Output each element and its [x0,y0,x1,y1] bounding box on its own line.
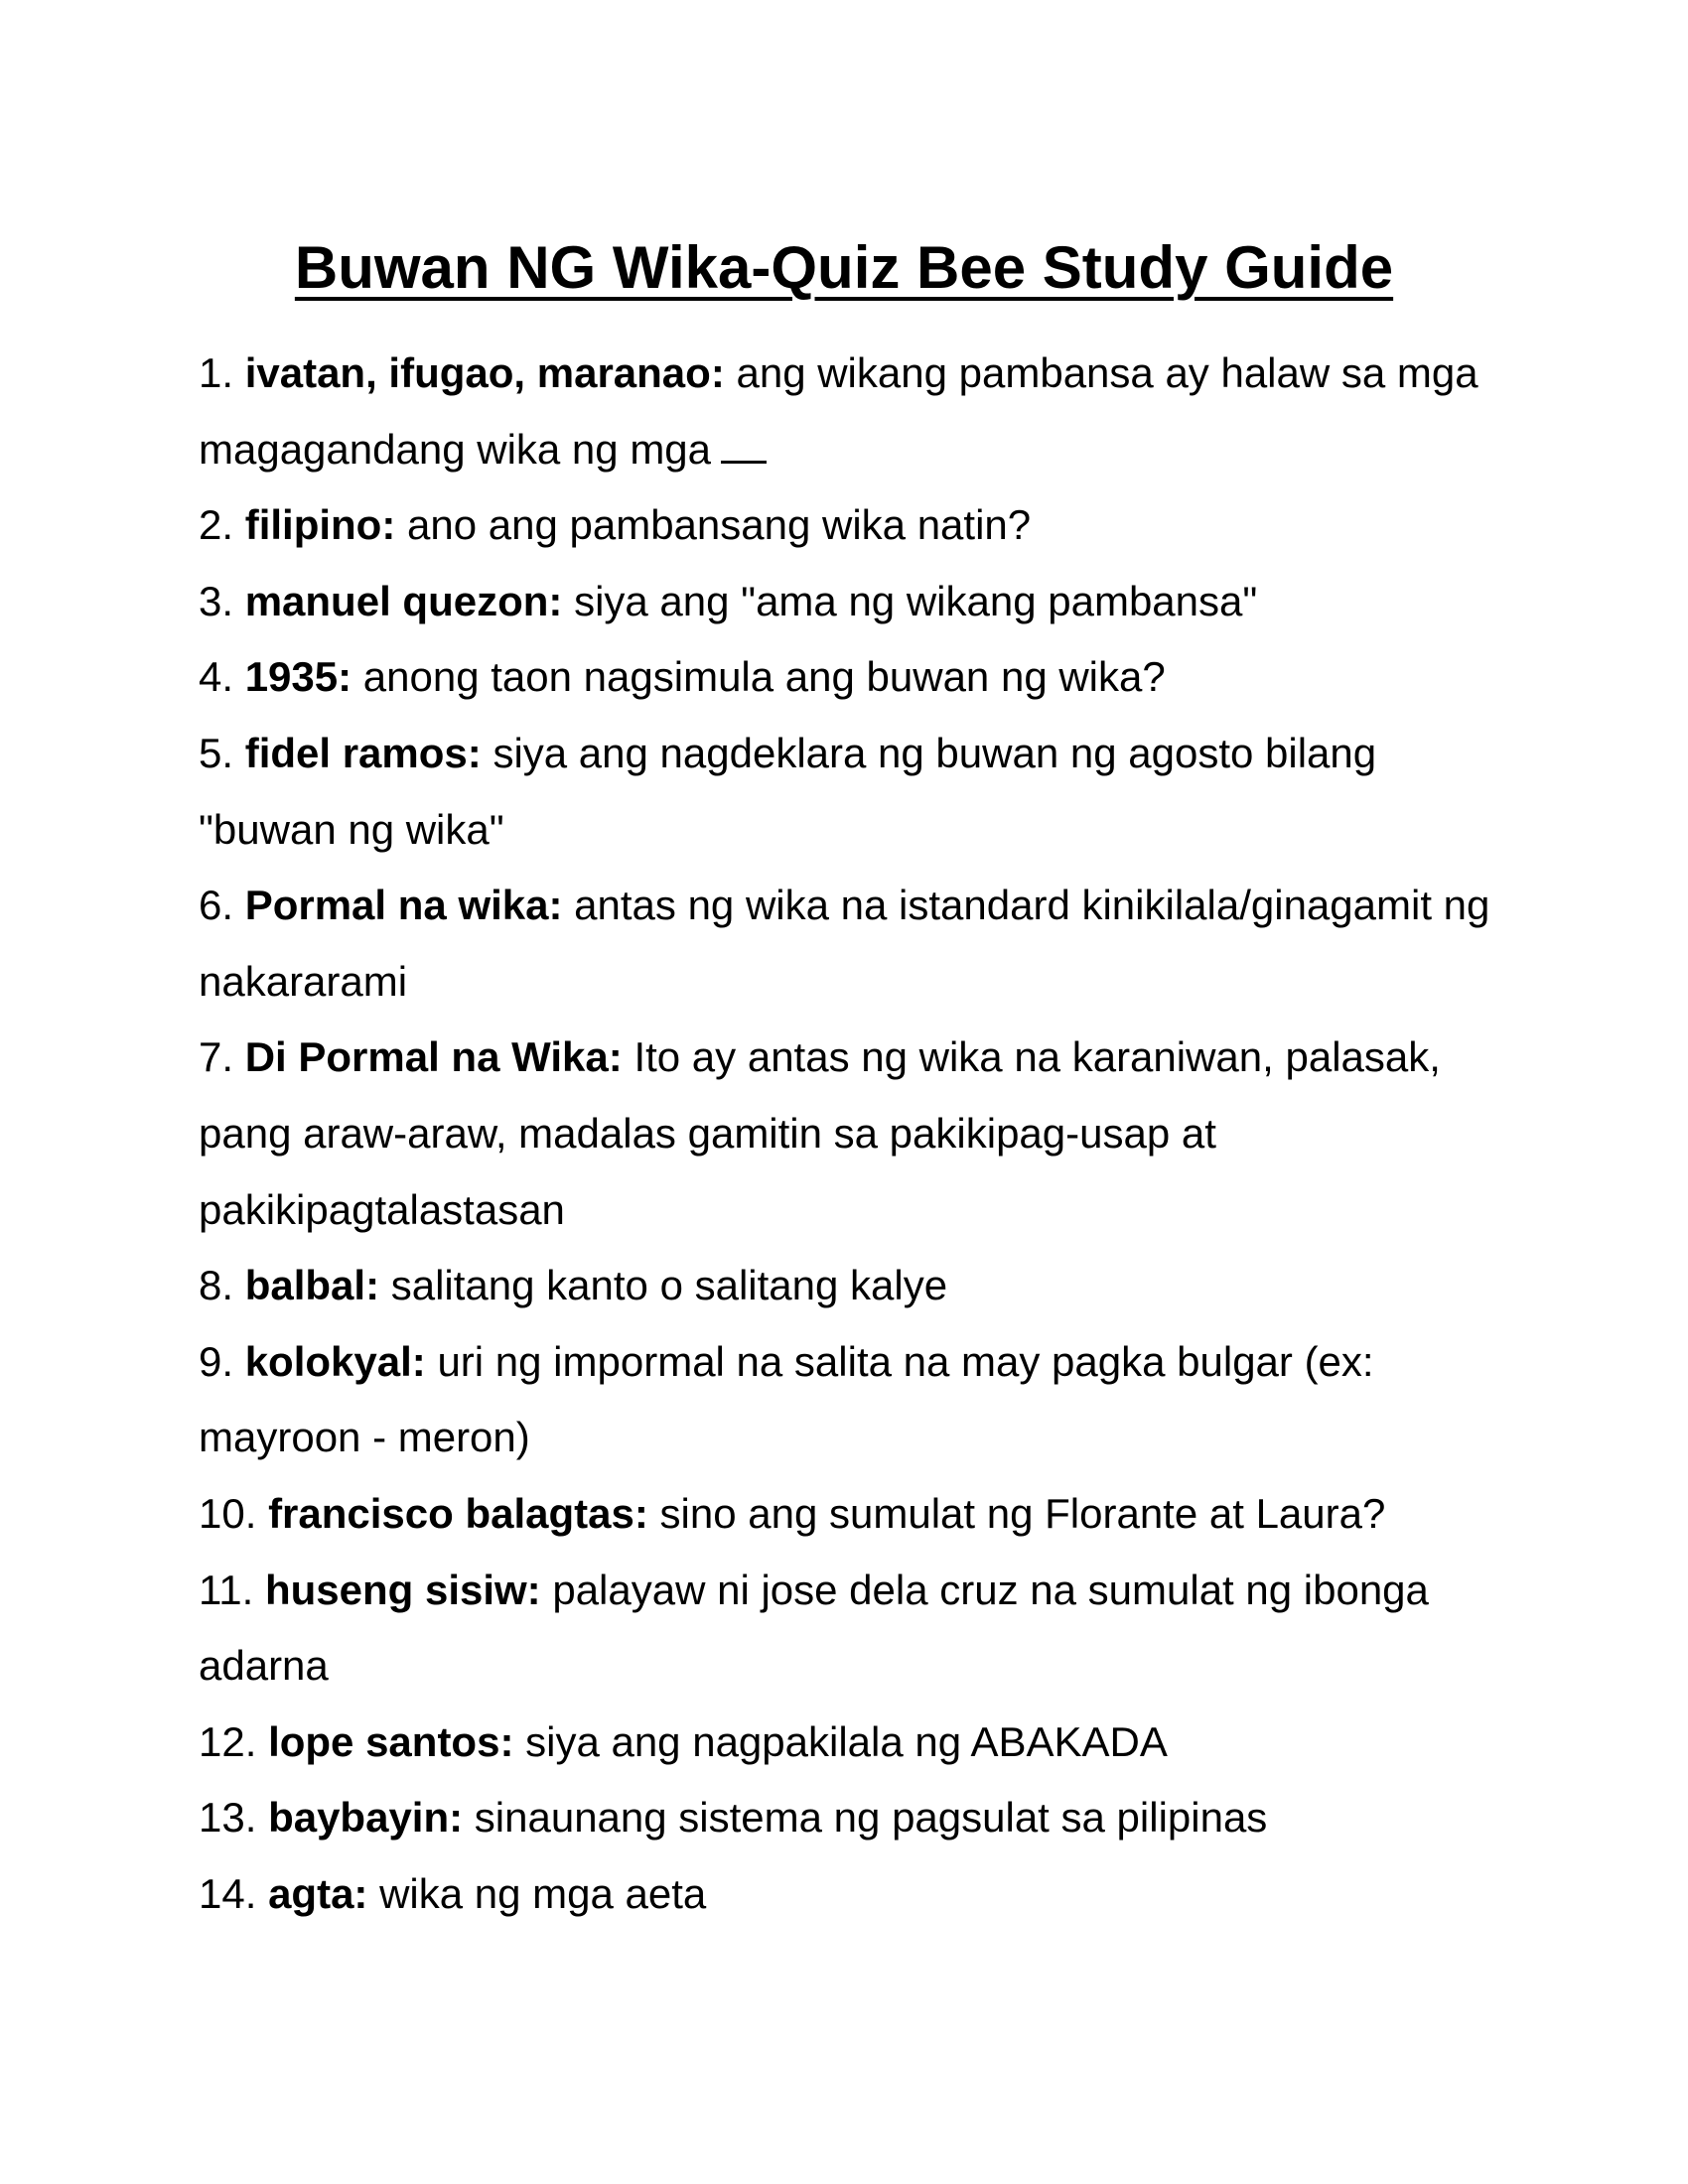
item-answer: lope santos: [268,1717,514,1765]
item-answer: agta: [268,1869,368,1917]
item-number: 3. [199,577,234,624]
item-number: 7. [199,1033,234,1081]
list-item [199,564,1519,640]
list-item [199,639,1519,716]
item-number: 5. [199,729,234,776]
item-question: antas ng wika na istandard kinikilala/ginagamit ng nakararami [199,882,1490,1005]
item-number: 10. [199,1489,257,1537]
item-question: palayaw ni jose dela cruz na sumulat ng ibonga adarna [199,1566,1429,1690]
list-item [199,1553,1519,1705]
item-answer: filipino: [244,501,396,549]
list-item [199,1020,1519,1248]
item-answer: Pormal na wika: [244,882,563,929]
list-item [199,1780,1519,1856]
list-item [199,1324,1519,1476]
item-question: Ito ay antas ng wika na karaniwan, palasak, pang araw-araw, madalas gamitin sa pakikipag-usap at pakikipagtalastasan [199,1033,1441,1233]
item-question: ang wikang pambansa ay halaw sa mga magagandang wika ng mga [199,349,1478,473]
item-question: sinaunang sistema ng pagsulat sa pilipinas [474,1794,1268,1842]
list-item [199,1248,1519,1324]
item-answer: Di Pormal na Wika: [244,1033,623,1081]
item-answer: huseng sisiw: [264,1566,541,1613]
item-question: anong taon nagsimula ang buwan ng wika? [362,653,1166,701]
list-item [199,1476,1519,1553]
list-item [199,1705,1519,1781]
item-question: wika ng mga aeta [379,1869,707,1917]
item-number: 2. [199,501,234,549]
item-number: 9. [199,1337,234,1385]
item-answer: balbal: [244,1262,380,1309]
item-answer: ivatan, ifugao, maranao: [244,349,725,396]
answer-blank [721,459,767,464]
item-number: 1. [199,349,234,396]
item-number: 13. [199,1794,257,1842]
item-number: 6. [199,882,234,929]
item-number: 4. [199,653,234,701]
item-answer: manuel quezon: [244,577,563,624]
item-question: sino ang sumulat ng Florante at Laura? [659,1489,1386,1537]
item-question: siya ang "ama ng wikang pambansa" [574,577,1258,624]
item-number: 8. [199,1262,234,1309]
item-number: 14. [199,1869,257,1917]
item-question: ano ang pambansang wika natin? [407,501,1032,549]
item-number: 11. [199,1566,254,1613]
item-question: salitang kanto o salitang kalye [390,1262,948,1309]
item-answer: fidel ramos: [244,729,482,776]
list-item [199,487,1519,564]
item-answer: kolokyal: [244,1337,426,1385]
study-guide-list [199,336,1519,1932]
list-item [199,1856,1519,1933]
list-item [199,336,1519,487]
list-item [199,868,1519,1020]
item-question: siya ang nagpakilala ng ABAKADA [525,1717,1168,1765]
item-number: 12. [199,1717,257,1765]
item-question: siya ang nagdeklara ng buwan ng agosto bilang "buwan ng wika" [199,729,1377,853]
item-answer: baybayin: [268,1794,464,1842]
list-item [199,716,1519,868]
item-answer: francisco balagtas: [268,1489,648,1537]
item-question: uri ng impormal na salita na may pagka bulgar (ex: mayroon - meron) [199,1337,1374,1461]
page-title: Buwan NG Wika-Quiz Bee Study Guide [294,234,1394,301]
item-answer: 1935: [244,653,352,701]
